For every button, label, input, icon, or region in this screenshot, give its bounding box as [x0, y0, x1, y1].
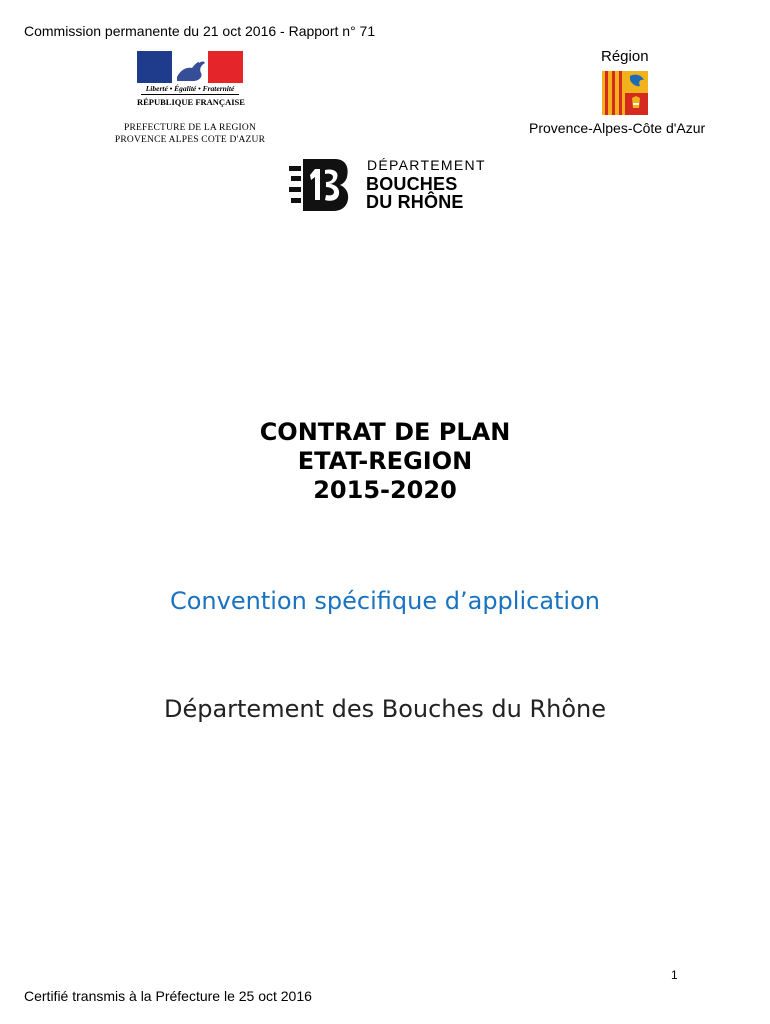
departement-name-line-2: DU RHÔNE [366, 192, 464, 212]
prefecture-line-2: PROVENCE ALPES COTE D'AZUR [114, 135, 266, 145]
republic-motto: Liberté • Égalité • Fraternité [145, 84, 235, 93]
title-line-1: CONTRAT DE PLAN [259, 418, 511, 446]
page-number: 1 [671, 968, 678, 982]
prefecture-label [95, 122, 285, 146]
document-subtitle: Convention spécifique d’application [169, 587, 600, 615]
republique-francaise-logo [137, 51, 243, 109]
region-name: Provence-Alpes-Côte d'Azur [529, 120, 706, 136]
departement-b-mark-icon [289, 159, 351, 211]
document-title [0, 418, 770, 505]
prefecture-line-1: PREFECTURE DE LA REGION [123, 123, 257, 133]
departement-label: DÉPARTEMENT [367, 157, 486, 173]
region-shield-icon [602, 71, 648, 115]
departement-name-line-1: BOUCHES [366, 174, 458, 194]
title-line-2: ETAT-REGION [297, 447, 473, 475]
footer-certification-text: Certifié transmis à la Préfecture le 25 oct 2016 [24, 988, 312, 1004]
header-commission-text: Commission permanente du 21 oct 2016 - Rapport n° 71 [24, 23, 376, 39]
region-label: Région [601, 48, 649, 65]
marianne-flag-icon [137, 51, 243, 83]
department-name: Département des Bouches du Rhône [163, 695, 607, 723]
republic-name: RÉPUBLIQUE FRANÇAISE [137, 97, 245, 107]
title-line-3: 2015-2020 [313, 476, 457, 504]
republic-logo-divider [141, 94, 239, 95]
